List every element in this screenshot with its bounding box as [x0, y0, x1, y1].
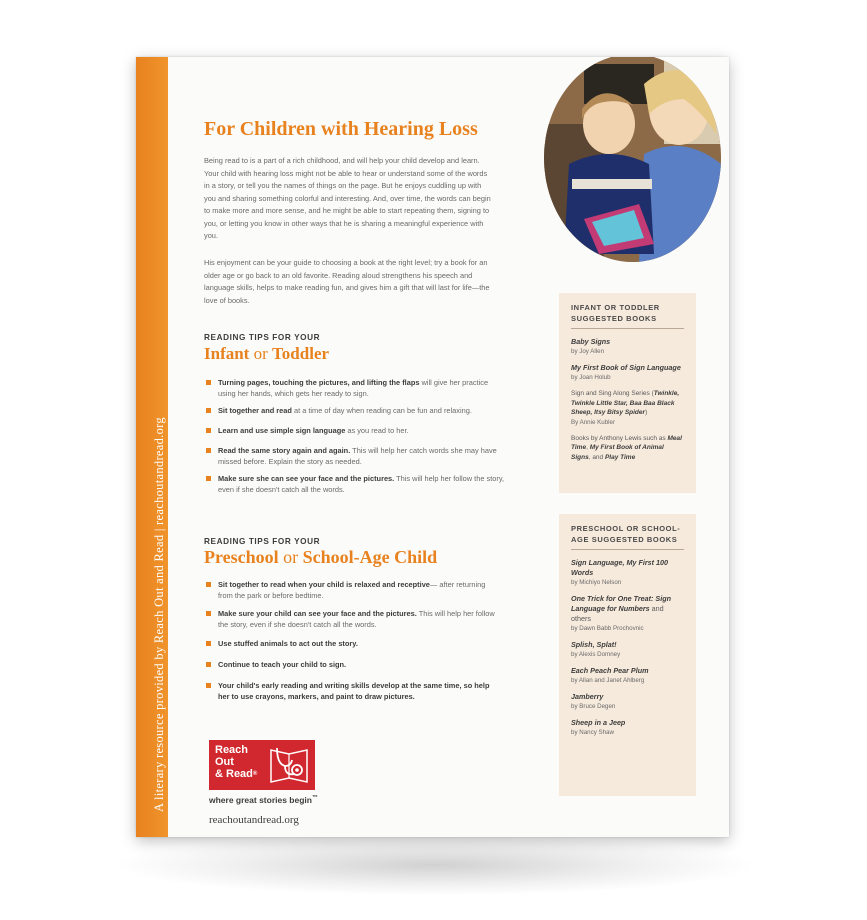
book-item: One Trick for One Treat: Sign Language for Numbers and others by Dawn Babb Prochovnic: [571, 594, 671, 632]
book-series-note: Sign and Sing Along Series (Twinkle, Twinkle Little Star, Baa Baa Black Sheep, Itsy Bitsy Spider) By Annie Kubler: [571, 390, 680, 426]
infant-books-title: INFANT OR TODDLER SUGGESTED BOOKS: [571, 303, 684, 329]
infant-heading-b: Toddler: [272, 344, 330, 363]
preschool-tip: Use stuffed animals to act out the story.: [206, 638, 501, 649]
infant-tip: Turning pages, touching the pictures, and lifting the flaps will give her practice using her hands, which gets her ready to sign.: [206, 377, 506, 399]
intro-paragraph-1: Being read to is a part of a rich childhood, and will help your child develop and learn. Your child with hearing loss might not be able to hear or understand some of the words in a story, or tell you the names of things on the page. But he enjoys cuddling up with you and sharing something colorful and interesting. And, over time, the words can begin to make more and more sense, and he might be able to start repeating them, signing to you, or letting you know in other ways that he is sharing a meaningful experience with you.: [204, 156, 491, 240]
book-item: Sign Language, My First 100 Words by Michiyo Nelson: [571, 558, 669, 586]
book-item: Jamberry by Bruce Degen: [571, 692, 616, 710]
infant-tip: Read the same story again and again. This will help her catch words she may have missed before. Explain the story as needed.: [206, 445, 506, 467]
book-item: My First Book of Sign Language by Joan Holub: [571, 363, 681, 381]
infant-tip: Sit together and read at a time of day when reading can be fun and relaxing.: [206, 405, 506, 416]
sidebar-text: A literary resource provided by Reach Out and Read | reachoutandread.org: [152, 417, 166, 812]
preschool-kicker: READING TIPS FOR YOUR: [204, 537, 321, 546]
infant-kicker: READING TIPS FOR YOUR: [204, 333, 321, 342]
book-item: Baby Signs by Joy Allen: [571, 337, 611, 355]
preschool-tip: Make sure your child can see your face and the pictures. This will help her follow the story, even if she doesn't catch all the words.: [206, 608, 501, 630]
preschool-tip: Your child's early reading and writing skills develop at the same time, so help her to use crayons, markers, and paint to draw pictures.: [206, 680, 501, 702]
infant-tip: Learn and use simple sign language as you read to her.: [206, 425, 506, 436]
page-shadow: [120, 835, 750, 895]
preschool-heading-a: Preschool: [204, 547, 279, 567]
website-url: reachoutandread.org: [209, 814, 299, 826]
page-title: For Children with Hearing Loss: [204, 118, 478, 140]
intro-paragraph-2: His enjoyment can be your guide to choosing a book at the right level; try a book for an older age or go back to an old favorite. Reading aloud strengthens his speech and language skills, helps to make reading fun, and gives him a gift that will last for life—the love of books.: [204, 258, 490, 305]
preschool-books-title: PRESCHOOL OR SCHOOL-AGE SUGGESTED BOOKS: [571, 524, 684, 550]
infant-heading: [204, 344, 329, 364]
reach-out-and-read-logo: [209, 740, 315, 790]
book-item: Each Peach Pear Plum by Allan and Janet Ahlberg: [571, 666, 649, 684]
infant-tips-list: [206, 377, 506, 495]
infant-books-box: [559, 293, 696, 493]
preschool-tips-list: [206, 579, 501, 702]
flyer-page: [136, 57, 729, 837]
logo-wordmark: Reach Out & Read®: [215, 744, 258, 780]
infant-heading-a: Infant: [204, 344, 250, 363]
book-author-note: Books by Anthony Lewis such as Meal Time, My First Book of Animal Signs, and Play Time: [571, 434, 682, 461]
preschool-heading: [204, 547, 437, 568]
book-item: Splish, Splat! by Alexis Domney: [571, 640, 621, 658]
preschool-books-box: [559, 514, 696, 796]
preschool-heading-b: School-Age Child: [302, 547, 438, 567]
preschool-tip: Continue to teach your child to sign.: [206, 659, 501, 670]
infant-tip: Make sure she can see your face and the pictures. This will help her follow the story, even if she doesn't catch all the words.: [206, 473, 506, 495]
preschool-heading-or: or: [278, 547, 303, 567]
infant-heading-or: or: [249, 344, 273, 363]
preschool-tip: Sit together to read when your child is relaxed and receptive— after returning from the park or before bedtime.: [206, 579, 501, 601]
photo-illustration: [544, 57, 721, 262]
mother-child-photo: [544, 57, 721, 262]
book-item: Sheep in a Jeep by Nancy Shaw: [571, 718, 626, 736]
logo-tagline: where great stories begin™: [209, 795, 318, 805]
stethoscope-book-icon: [267, 744, 311, 786]
